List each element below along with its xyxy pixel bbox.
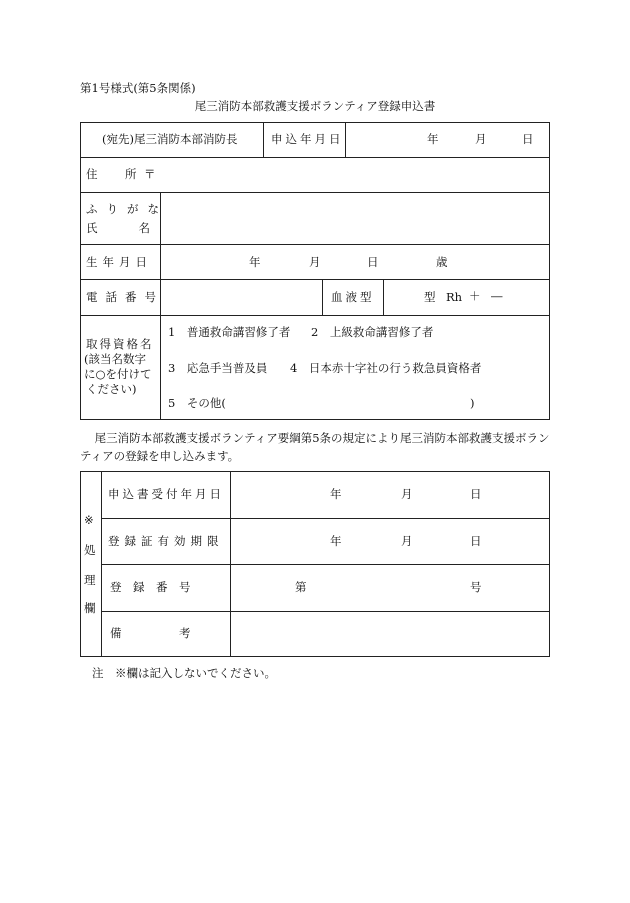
expiry-day: 日 <box>470 534 482 548</box>
note-text: 注 ※欄は記入しないでください。 <box>92 666 276 680</box>
processing-side-char-1: 処 <box>84 543 96 557</box>
receipt-year: 年 <box>330 487 342 501</box>
name-field[interactable] <box>161 193 549 243</box>
birth-day[interactable]: 日 <box>367 255 379 269</box>
qualification-label: 取得資格名 <box>86 337 154 351</box>
receipt-month: 月 <box>401 487 413 501</box>
qualification-option-4[interactable]: 4 日本赤十字社の行う救急員資格者 <box>290 361 482 375</box>
blood-type-unit[interactable]: 型 <box>424 290 436 304</box>
qualification-option-3[interactable]: 3 応急手当普及員 <box>168 361 268 375</box>
qualification-option-5[interactable]: 5 その他( <box>168 396 226 410</box>
document-title: 尾三消防本部救護支援ボランティア登録申込書 <box>194 99 436 113</box>
receipt-date-label: 申込書受付年月日 <box>108 487 224 501</box>
application-date-year[interactable]: 年 <box>427 132 439 146</box>
form-number: 第1号様式(第5条関係) <box>80 81 196 95</box>
addressee-text: (宛先)尾三消防本部消防長 <box>102 132 238 146</box>
furigana-label: ふりがな <box>86 202 168 216</box>
expiry-year: 年 <box>330 534 342 548</box>
blood-type-label: 血液型 <box>331 290 375 304</box>
postal-mark: 〒 <box>144 167 156 181</box>
registration-number-suffix: 号 <box>470 580 482 594</box>
name-label: 氏 名 <box>86 221 156 235</box>
expiry-month: 月 <box>401 534 413 548</box>
declaration-text: 尾三消防本部救護支援ボランティア要綱第5条の規定により尾三消防本部救護支援ボランティアの登録を申し込みます。 <box>80 431 550 463</box>
phone-field[interactable] <box>161 280 321 314</box>
application-date-label: 申込年月日 <box>271 132 344 146</box>
rh-plus[interactable]: ＋ <box>469 289 481 303</box>
other-close-paren: ) <box>470 396 475 410</box>
qualification-instruction-1: (該当名数字 <box>84 352 146 366</box>
receipt-day: 日 <box>470 487 482 501</box>
age-unit[interactable]: 歳 <box>436 255 448 269</box>
rh-minus[interactable]: ― <box>491 289 503 303</box>
address-label: 住 所 <box>86 167 145 181</box>
remarks-label: 備 考 <box>110 626 191 640</box>
rh-label: Rh <box>446 290 463 304</box>
registration-number-prefix: 第 <box>295 580 307 594</box>
application-date-day[interactable]: 日 <box>522 132 534 146</box>
registration-number-label: 登 録 番 号 <box>110 580 191 594</box>
birth-year[interactable]: 年 <box>249 255 261 269</box>
phone-label: 電話番号 <box>86 290 164 304</box>
expiry-label: 登録証有効期限 <box>108 534 224 548</box>
birth-month[interactable]: 月 <box>309 255 321 269</box>
qualification-option-1[interactable]: 1 普通救命講習修了者 <box>168 325 291 339</box>
qualification-instruction-2: に○を付けて <box>84 367 152 381</box>
processing-side-char-3: 欄 <box>84 601 96 615</box>
address-field[interactable] <box>160 158 549 191</box>
qualification-instruction-3: ください) <box>86 382 137 396</box>
birthdate-label: 生年月日 <box>86 255 152 269</box>
qualification-option-2[interactable]: 2 上級救命講習修了者 <box>311 325 434 339</box>
processing-side-char-2: 理 <box>84 573 96 587</box>
application-date-month[interactable]: 月 <box>475 132 487 146</box>
processing-mark: ※ <box>84 513 94 527</box>
